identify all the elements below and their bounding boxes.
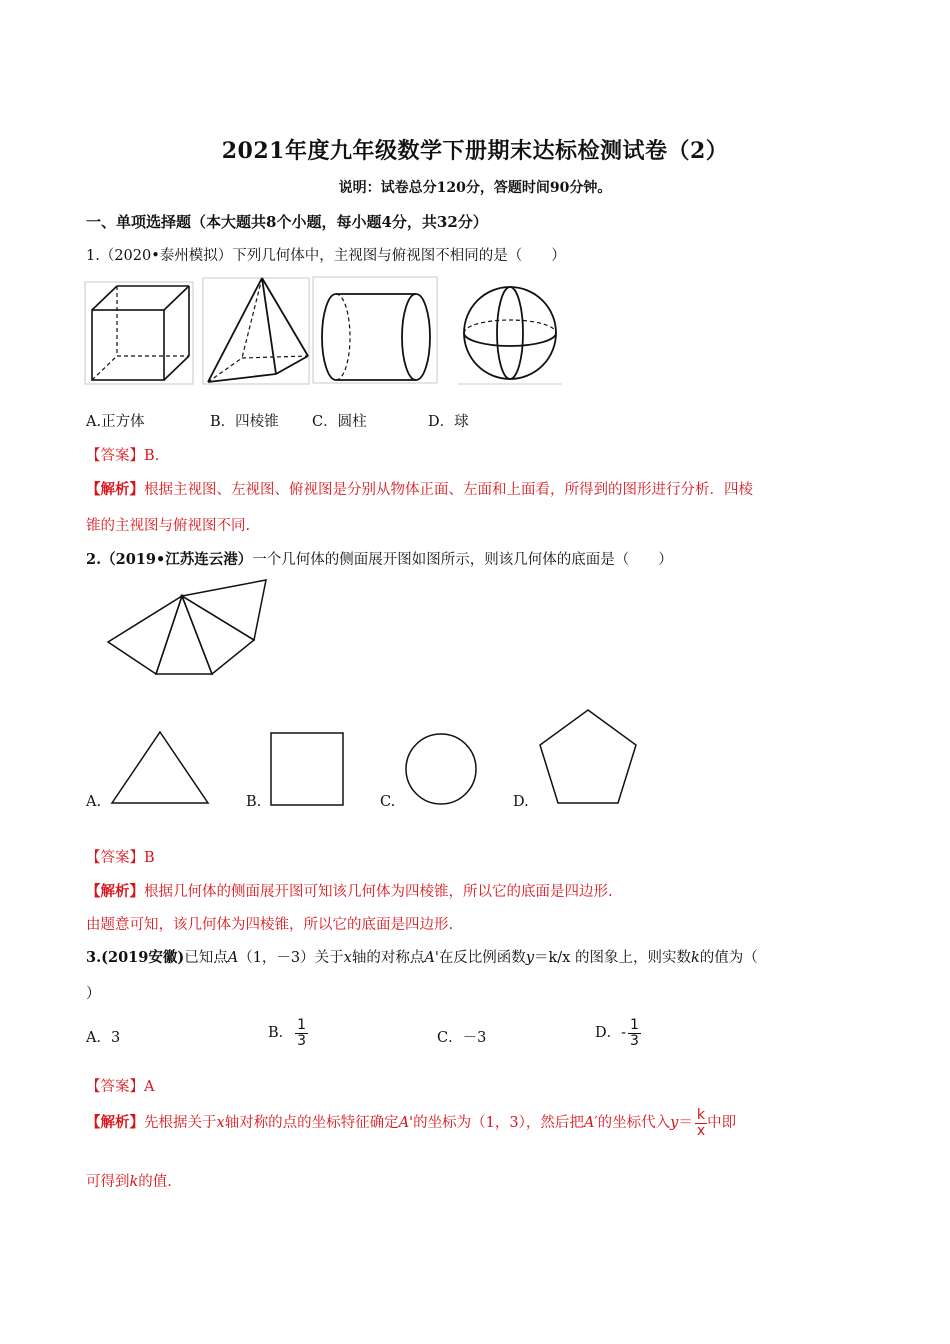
q1-option-c: C．圆柱 xyxy=(312,414,367,430)
q3-option-c: C．－3 xyxy=(437,1030,487,1046)
fraction-numerator: k xyxy=(695,1108,707,1124)
cylinder-figure xyxy=(312,276,440,386)
q3-option-d-label: D．- xyxy=(595,1025,627,1042)
q3-analysis-fraction xyxy=(695,1108,707,1138)
q3-analysis-line2 xyxy=(86,1170,172,1191)
q3-analysis-var-a: A' xyxy=(398,1115,414,1132)
q3-analysis-tag: 【解析】 xyxy=(86,1114,144,1132)
q3-var-a: A xyxy=(227,950,239,966)
q1-stem: 1.（2020•泰州模拟）下列几何体中，主视图与俯视图不相同的是（ ） xyxy=(86,248,566,264)
q3-var-y: y xyxy=(525,950,535,966)
q3-number: 3. xyxy=(86,949,102,966)
circle-option-figure xyxy=(404,732,478,806)
q3-option-b xyxy=(268,1018,308,1048)
q2-source: （2019•江苏连云港） xyxy=(101,551,253,568)
q3-analysis-var-y: y xyxy=(670,1115,679,1132)
q3-analysis-var-x: x xyxy=(216,1115,225,1132)
q2-option-c: C. xyxy=(380,794,396,810)
q2-option-b: B. xyxy=(246,794,262,810)
q3-stem-f: 的值为（ xyxy=(699,950,758,966)
q3-stem-e: ＝k/x 的图象上，则实数 xyxy=(534,950,691,966)
q2-number: 2. xyxy=(86,551,102,568)
exam-note: 说明：试卷总分120分，答题时间90分钟。 xyxy=(338,180,612,196)
q3-analysis-b: 轴对称的点的坐标特征确定 xyxy=(224,1115,399,1132)
q3-var-k: k xyxy=(690,950,700,966)
fraction-numerator: 1 xyxy=(630,1017,639,1033)
fraction-numerator: 1 xyxy=(297,1017,307,1033)
q3-stem-c: 轴的对称点 xyxy=(351,950,425,966)
q3-analysis-a: 先根据关于 xyxy=(144,1115,217,1132)
q3-source: (2019安徽) xyxy=(101,949,185,966)
q3-answer: 【答案】A xyxy=(86,1079,155,1095)
q3-option-d-fraction xyxy=(628,1018,641,1048)
q3-analysis-e: ＝ xyxy=(678,1115,693,1132)
q1-option-b: B．四棱锥 xyxy=(210,414,279,430)
q3-stem-a: 已知点 xyxy=(184,950,228,966)
q3-stem-b: （1，－3）关于 xyxy=(238,950,344,966)
q1-option-a: A.正方体 xyxy=(86,414,145,430)
q1-analysis-line2: 锥的主视图与俯视图不同. xyxy=(86,518,251,534)
q1-analysis-tag: 【解析】 xyxy=(86,481,144,498)
q2-analysis-line2: 由题意可知，该几何体为四棱锥，所以它的底面是四边形. xyxy=(86,917,454,933)
q3-option-a: A．3 xyxy=(86,1030,121,1046)
q2-analysis-line1 xyxy=(86,880,613,901)
q3-stem xyxy=(86,946,758,967)
q3-analysis-c: 的坐标为（1，3），然后把 xyxy=(413,1115,584,1132)
section-heading: 一、单项选择题（本大题共8个小题，每小题4分，共32分） xyxy=(86,213,488,231)
q1-analysis-text: 根据主视图、左视图、俯视图是分别从物体正面、左面和上面看，所得到的图形进行分析．四棱 xyxy=(144,482,753,498)
fraction-denominator: x xyxy=(696,1122,706,1139)
q3-option-d xyxy=(595,1018,641,1048)
q2-answer: 【答案】B xyxy=(86,850,155,866)
q2-stem xyxy=(86,548,673,569)
q3-analysis-f: 中即 xyxy=(707,1115,737,1132)
cube-figure xyxy=(84,282,196,386)
q2-analysis-tag: 【解析】 xyxy=(86,883,144,900)
fraction-denominator: 3 xyxy=(297,1032,307,1049)
q3-var-x: x xyxy=(343,950,352,966)
pyramid-net-figure xyxy=(104,576,274,678)
fraction-denominator: 3 xyxy=(630,1032,639,1049)
q3-option-b-label: B． xyxy=(268,1025,294,1042)
pyramid-figure xyxy=(202,274,312,386)
q3-analysis-line2-b: 的值. xyxy=(138,1174,172,1190)
pentagon-option-figure xyxy=(536,708,640,806)
q2-option-d: D. xyxy=(513,794,529,810)
q3-option-b-fraction xyxy=(295,1018,308,1048)
q3-stem-line2: ） xyxy=(86,986,101,1002)
triangle-option-figure xyxy=(110,730,210,806)
q1-answer: 【答案】B. xyxy=(86,448,160,464)
q3-stem-d: 在反比例函数 xyxy=(438,950,526,966)
q1-analysis-line1 xyxy=(86,478,753,499)
q3-analysis-var-k: k xyxy=(129,1174,139,1190)
q2-option-a: A. xyxy=(86,794,102,810)
q2-stem-text: 一个几何体的侧面展开图如图所示，则该几何体的底面是（ ） xyxy=(252,552,673,568)
sphere-figure xyxy=(458,283,564,387)
q2-analysis-text: 根据几何体的侧面展开图可知该几何体为四棱锥，所以它的底面是四边形. xyxy=(144,884,613,900)
q3-analysis-d: 的坐标代入 xyxy=(597,1115,671,1132)
q3-analysis-var-a2: A′ xyxy=(583,1115,598,1132)
q3-var-a-prime: A' xyxy=(424,950,439,966)
q3-analysis-line2-a: 可得到 xyxy=(86,1174,130,1190)
q3-analysis-line1 xyxy=(86,1108,736,1138)
q1-option-d: D．球 xyxy=(428,414,469,430)
square-option-figure xyxy=(270,732,344,806)
page-title: 2021年度九年级数学下册期末达标检测试卷（2） xyxy=(221,138,729,164)
